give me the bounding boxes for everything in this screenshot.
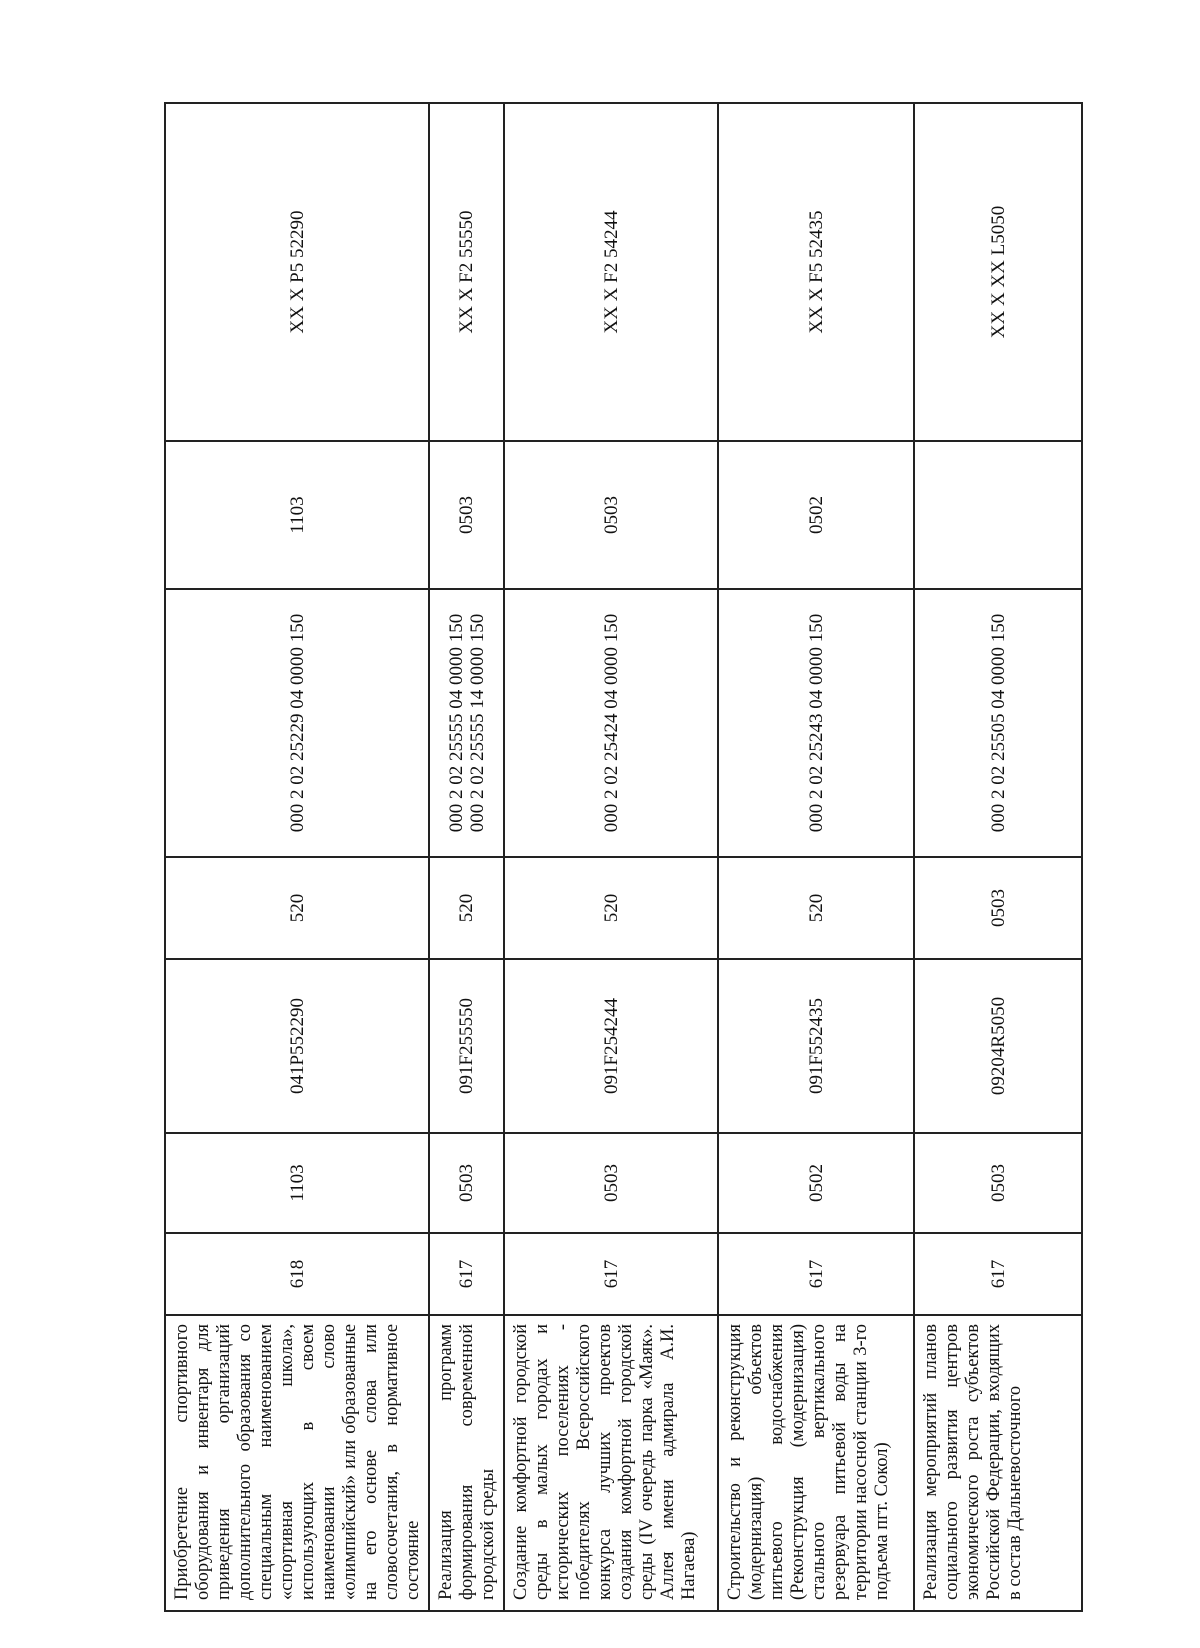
cell-code: XX X F2 55550: [429, 103, 504, 441]
cell-vr: 520: [429, 857, 504, 959]
table-row: [504, 103, 718, 1611]
cell-rz2: 1103: [165, 441, 429, 589]
cell-rz2: [914, 441, 1082, 589]
cell-rz: 1103: [165, 1133, 429, 1233]
cell-kd: 000 2 02 25505 04 0000 150: [914, 589, 1082, 857]
cell-vr: 0503: [914, 857, 1082, 959]
table-row: [165, 103, 429, 1611]
cell-csr: 091F552435: [718, 959, 914, 1133]
cell-rz: 0503: [504, 1133, 718, 1233]
cell-csr: 091F254244: [504, 959, 718, 1133]
cell-vr: 520: [165, 857, 429, 959]
cell-name: Реализация программ формирования современной городской среды: [429, 1315, 504, 1611]
cell-grbs: 618: [165, 1233, 429, 1315]
cell-name: Реализация мероприятий планов социального развития центров экономического роста субъектов Российской Федерации, входящих в состав Дальневосточного: [914, 1315, 1082, 1611]
rotated-table-wrapper: [164, 104, 1072, 1612]
cell-rz2: 0503: [429, 441, 504, 589]
cell-grbs: 617: [504, 1233, 718, 1315]
cell-csr: 091F255550: [429, 959, 504, 1133]
cell-name: Строительство и реконструкция (модернизация) объектов питьевого водоснабжения (Реконструкция (модернизация) стального вертикального резервуара питьевой воды на территории насосной станции 3-го подъема пгт. Сокол): [718, 1315, 914, 1611]
cell-code: XX X P5 52290: [165, 103, 429, 441]
budget-codes-table: [164, 102, 1083, 1612]
cell-code: XX X F2 54244: [504, 103, 718, 441]
cell-name: Создание комфортной городской среды в малых городах и исторических поселениях - победителях Всероссийского конкурса лучших проектов создания комфортной городской среды (IV очередь парка «Маяк». Аллея имени адмирала А.И. Нагаева): [504, 1315, 718, 1611]
table-row: [429, 103, 504, 1611]
cell-vr: 520: [504, 857, 718, 959]
cell-rz: 0503: [914, 1133, 1082, 1233]
cell-csr: 041P552290: [165, 959, 429, 1133]
cell-grbs: 617: [914, 1233, 1082, 1315]
cell-rz: 0503: [429, 1133, 504, 1233]
cell-kd: 000 2 02 25555 04 0000 150 000 2 02 25555 14 0000 150: [429, 589, 504, 857]
cell-vr: 520: [718, 857, 914, 959]
cell-grbs: 617: [718, 1233, 914, 1315]
cell-kd: 000 2 02 25424 04 0000 150: [504, 589, 718, 857]
cell-code: XX X F5 52435: [718, 103, 914, 441]
cell-rz2: 0502: [718, 441, 914, 589]
table-row: [718, 103, 914, 1611]
cell-csr: 09204R5050: [914, 959, 1082, 1133]
cell-grbs: 617: [429, 1233, 504, 1315]
cell-code: XX X XX L5050: [914, 103, 1082, 441]
cell-kd: 000 2 02 25243 04 0000 150: [718, 589, 914, 857]
cell-rz: 0502: [718, 1133, 914, 1233]
table-row: [914, 103, 1082, 1611]
cell-kd: 000 2 02 25229 04 0000 150: [165, 589, 429, 857]
cell-name: Приобретение спортивного оборудования и инвентаря для приведения организаций дополнительного образования со специальным наименованием «спортивная школа», использующих в своем наименовании слово «олимпийский» или образованные на его основе слова или словосочетания, в нормативное состояние: [165, 1315, 429, 1611]
cell-rz2: 0503: [504, 441, 718, 589]
